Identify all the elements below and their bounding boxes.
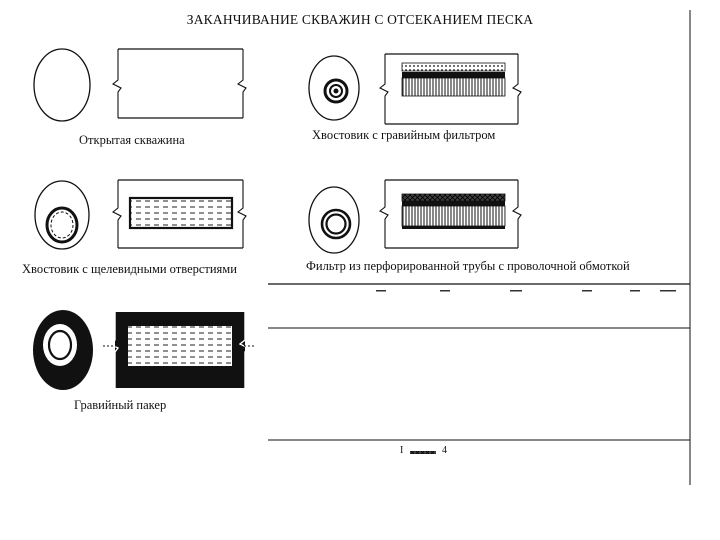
wire-wrapped-cross-section xyxy=(309,187,359,253)
slotted-liner-cross-section xyxy=(35,181,89,249)
gravel-liner-longitudinal-view xyxy=(380,54,521,124)
caption-gravel-liner: Хвостовик с гравийным фильтром xyxy=(312,128,496,142)
wire-wrapped-longitudinal-view xyxy=(380,180,521,248)
gravel-liner-figure xyxy=(309,54,521,124)
legend-swatch xyxy=(410,451,436,454)
wire-wrapped-figure xyxy=(309,180,521,253)
caption-slotted-liner: Хвостовик с щелевидными отверстиями xyxy=(22,262,237,276)
caption-open-hole: Открытая скважина xyxy=(79,133,185,147)
gravel-pack-figure xyxy=(33,310,256,390)
legend-left-label: I xyxy=(400,445,404,456)
legend-right-label: 4 xyxy=(442,445,447,456)
open-hole-figure xyxy=(34,49,246,121)
caption-wire-wrapped: Фильтр из перфорированной трубы с проволочной обмоткой xyxy=(306,259,630,273)
gravel-pack-longitudinal-view xyxy=(103,312,256,388)
page-title: ЗАКАНЧИВАНИЕ СКВАЖИН С ОТСЕКАНИЕМ ПЕСКА xyxy=(186,12,534,27)
table-header-marks xyxy=(376,290,676,292)
gravel-liner-cross-section xyxy=(309,56,359,120)
open-hole-cross-section xyxy=(34,49,90,121)
caption-gravel-pack: Гравийный пакер xyxy=(74,398,167,412)
open-hole-longitudinal-view xyxy=(113,49,246,118)
slotted-liner-longitudinal-view xyxy=(113,180,246,248)
slotted-liner-figure xyxy=(35,180,246,249)
